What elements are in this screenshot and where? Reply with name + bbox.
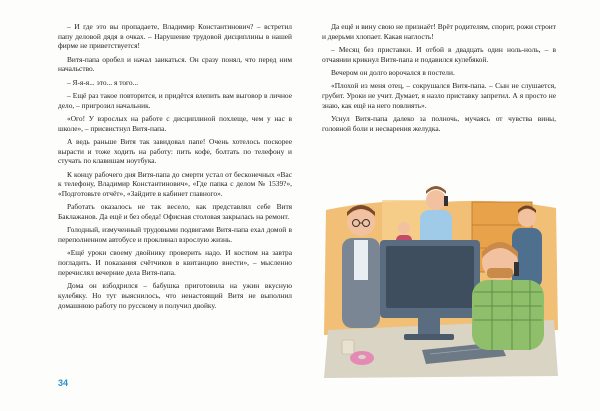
boss-with-glasses-icon xyxy=(342,205,380,328)
office-illustration xyxy=(322,180,560,380)
page-number: 34 xyxy=(58,378,69,388)
paragraph: – И где это вы пропадаете, Владимир Константинович? – встретил папу деловой дядя в очках. – Нарушение трудовой дисциплины в нашей фирме не приветствуется! xyxy=(58,22,292,51)
paragraph: Голодный, измученный трудовыми подвигами Витя-папа ехал домой в переполненном автобусе и проклинал взрослую жизнь. xyxy=(58,225,292,245)
paragraph: А ведь раньше Витя так завидовал папе! Очень хотелось поскорее вырасти и тоже ходить на работу: пить кофе, болтать по телефону и стучать по клавишам ноутбука. xyxy=(58,137,292,166)
mug-icon xyxy=(342,340,354,354)
paragraph: «Ещё уроки своему двойнику проверить надо. И костюм на завтра погладить. И показания счётчиков в квитанцию внести», – мысленно перечислял вечерние дела Витя-папа. xyxy=(58,248,292,277)
paragraph: – Месяц без приставки. И отбой в двадцать один ноль-ноль, – в отчаянии крикнул Витя-папа и подавился кулебякой. xyxy=(322,45,556,64)
paragraph: – Ещё раз такое повторится, и придётся влепить вам выговор в личное дело, – пригрозил начальник. xyxy=(58,91,292,110)
paragraph: – Я-я-я... это... я того... xyxy=(67,77,139,87)
paragraph: Витя-папа оробел и начал заикаться. Он сразу понял, что перед ним начальство. xyxy=(58,54,292,74)
paragraph: «Плохой из меня отец, – сокрушался Витя-папа. – Сын не слушается, грубит. Уроки не учит. Думает, я назло приставку запретил. А я просто не знаю, как ещё на него повлиять». xyxy=(322,81,556,110)
paragraph: Да ещё и вину свою не признаёт! Врёт родителям, спорит, рожи строит и дверьми хлопает. Какая наглость! xyxy=(322,22,556,41)
paragraph: Уснул Витя-папа далеко за полночь, мучаясь от чувства вины, головной боли и несварения желудка. xyxy=(322,114,556,133)
paragraph: «Ого! У взрослых на работе с дисциплиной похлеще, чем у нас в школе», – присвистнул Витя-папа. xyxy=(58,114,292,133)
paragraph: Вечером он долго ворочался в постели. xyxy=(331,68,455,77)
paragraph: К концу рабочего дня Витя-папа до смерти устал от бесконечных «Вас к телефону, Владимир Константинович», «Где папка с делом № 1539?», «Подготовьте отчёт», «Зайдите в кабинет главного». xyxy=(58,169,292,199)
right-text-column xyxy=(322,22,556,137)
left-text-column xyxy=(58,22,292,314)
paragraph: Работать оказалось не так весело, как представлял себе Витя Баклажанов. Да ещё и без обеда! Офисная столовая закрылась на ремонт. xyxy=(58,202,292,222)
paragraph: Дома он взбодрился – бабушка приготовила на ужин вкусную кулебяку. Но тут выяснилось, что ненастоящий Витя не выполнил домашнюю работу по русскому и получил двойку. xyxy=(58,281,292,310)
